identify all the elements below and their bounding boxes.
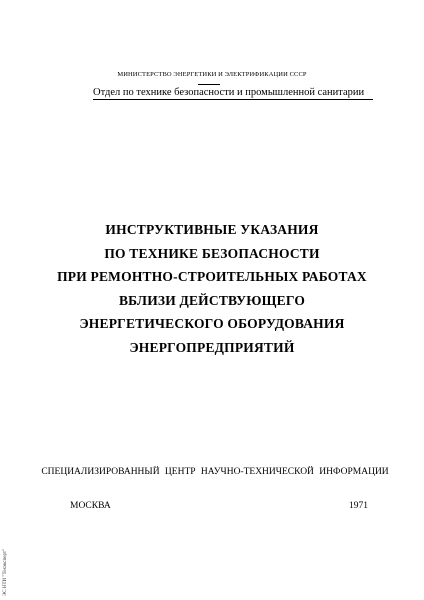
publication-city: МОСКВА bbox=[70, 501, 111, 511]
department-underline bbox=[93, 99, 373, 100]
title-line: ПРИ РЕМОНТНО-СТРОИТЕЛЬНЫХ РАБОТАХ bbox=[57, 269, 367, 284]
title-line: ИНСТРУКТИВНЫЕ УКАЗАНИЯ bbox=[105, 222, 319, 237]
department-name: Отдел по технике безопасности и промышленной санитарии bbox=[93, 87, 365, 98]
title-line: ЭНЕРГЕТИЧЕСКОГО ОБОРУДОВАНИЯ bbox=[79, 316, 345, 331]
document-title bbox=[0, 218, 424, 359]
publication-year: 1971 bbox=[349, 501, 368, 511]
short-divider bbox=[198, 84, 220, 85]
publisher-name: СПЕЦИАЛИЗИРОВАННЫЙ ЦЕНТР НАУЧНО-ТЕХНИЧЕСКОЙ ИНФОРМАЦИИ bbox=[41, 467, 389, 477]
title-line: ПО ТЕХНИКЕ БЕЗОПАСНОСТИ bbox=[104, 245, 320, 261]
title-line: ЭНЕРГОПРЕДПРИЯТИЙ bbox=[129, 339, 295, 355]
title-line: ВБЛИЗИ ДЕЙСТВУЮЩЕГО bbox=[118, 292, 306, 308]
ministry-name: МИНИСТЕРСТВО ЭНЕРГЕТИКИ И ЭЛЕКТРИФИКАЦИИ СССР bbox=[117, 71, 307, 78]
side-stamp: ЭС НТИ "Техэксперт" bbox=[3, 548, 8, 596]
